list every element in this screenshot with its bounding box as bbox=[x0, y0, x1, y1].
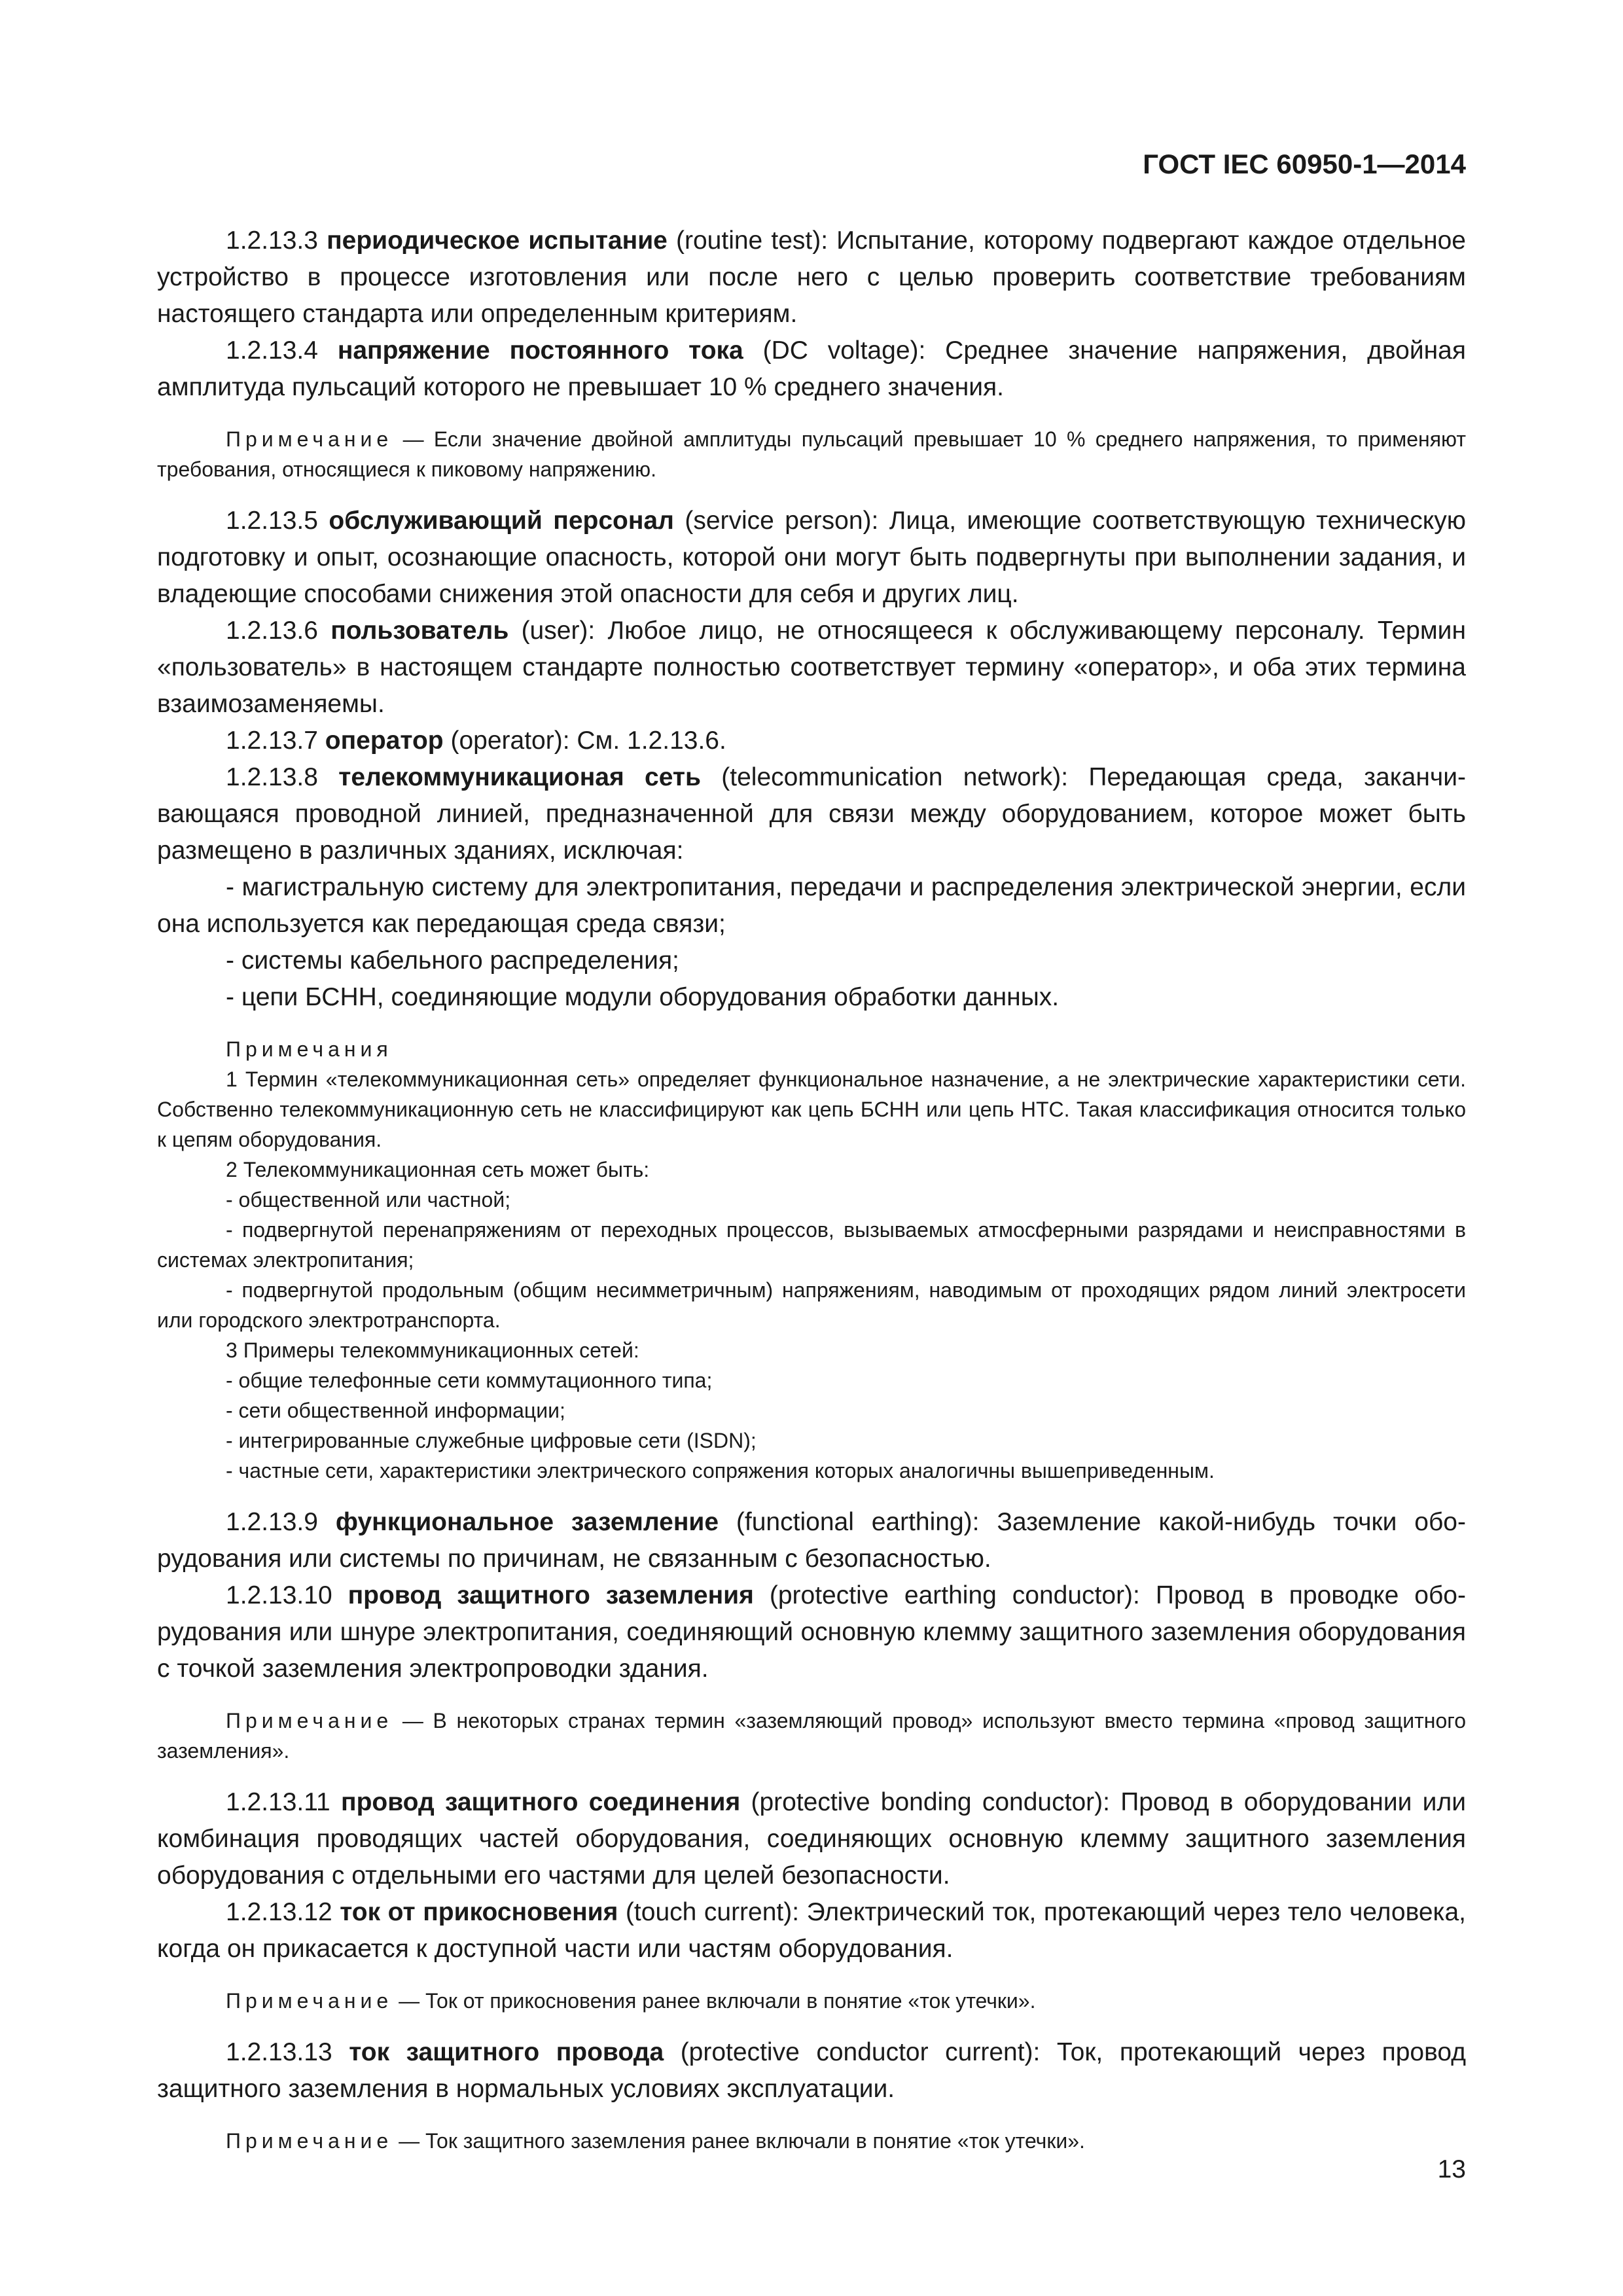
term: телекоммуникационая сеть bbox=[338, 763, 701, 791]
note-text: — Ток защитного заземления ранее включали в понятие «ток утечки». bbox=[393, 2129, 1085, 2153]
document-header: ГОСТ IEC 60950-1—2014 bbox=[1143, 149, 1466, 179]
note-item: 2 Телекоммуникационная сеть может быть: bbox=[226, 1158, 650, 1181]
clause-1-2-13-12 bbox=[157, 1894, 1466, 1967]
clause-number: 1.2.13.6 bbox=[226, 617, 331, 645]
clause-1-2-13-4 bbox=[157, 332, 1466, 406]
clause-number: 1.2.13.3 bbox=[226, 226, 327, 255]
notes-block bbox=[157, 1034, 1466, 1486]
clause-1-2-13-5 bbox=[157, 503, 1466, 613]
note-label: Примечание bbox=[226, 1709, 393, 1732]
definition: (service person): Лица, имеющие соответствующую техническую подготовку и опыт, осознающие опасность, которой они могут быть подвергнуты при выполнении задания, и владеющие способами снижения этой опасности для себя и других лиц. bbox=[157, 507, 1466, 608]
note-subitem: - сети общественной информации; bbox=[226, 1399, 565, 1422]
list-item: - системы кабельного распределения; bbox=[226, 946, 679, 975]
term: пользователь bbox=[330, 617, 509, 645]
definition: (protective bonding conductor): Провод в оборудовании или комбинация проводящих частей оборудования, соединяющих основную клемму защитного заземления оборудования с отдельными его частями для целей безопасности. bbox=[157, 1788, 1466, 1890]
note-text: — В некоторых странах термин «заземляющий провод» используют вместо термина «провод защитного заземления». bbox=[157, 1709, 1466, 1763]
clause-number: 1.2.13.12 bbox=[226, 1898, 340, 1926]
term: ток от прикосновения bbox=[340, 1898, 618, 1926]
term: обслуживающий персонал bbox=[329, 507, 674, 535]
clause-number: 1.2.13.4 bbox=[226, 336, 338, 365]
note-subitem: - подвергнутой продольным (общим несимметричным) напряжениям, наводимым от проходящих рядом линий электросети или городского электротранспорта. bbox=[157, 1278, 1466, 1332]
note bbox=[157, 424, 1466, 484]
definition: (protective conductor current): Ток, протекающий через провод защитного заземления в нормальных условиях эксплуатации. bbox=[157, 2038, 1466, 2103]
definition: (user): Любое лицо, не относящееся к обслуживающему персоналу. Термин «пользователь» в настоящем стандарте полностью соответствует термину «оператор», и оба этих термина взаимозаменяемы. bbox=[157, 617, 1466, 718]
clause-1-2-13-6 bbox=[157, 613, 1466, 723]
list-item: - магистральную систему для электропитания, передачи и распределения электрической энергии, если она используется как передающая среда связи; bbox=[157, 873, 1466, 938]
note bbox=[157, 1706, 1466, 1766]
page-number: 13 bbox=[1437, 2155, 1466, 2183]
term: оператор bbox=[325, 726, 444, 755]
clause-1-2-13-10 bbox=[157, 1577, 1466, 1687]
term: ток защитного провода bbox=[349, 2038, 664, 2066]
note-subitem: - подвергнутой перенапряжениям от переходных процессов, вызываемых атмосферными разрядами и неисправностями в системах электропитания; bbox=[157, 1218, 1466, 1272]
notes-label bbox=[157, 1034, 1466, 1064]
note-subitem: - частные сети, характеристики электрического сопряжения которых аналогичны вышеприведенным. bbox=[226, 1459, 1215, 1482]
note-subitem: - общественной или частной; bbox=[226, 1188, 511, 1211]
note-label: Примечания bbox=[226, 1037, 393, 1061]
clause-number: 1.2.13.9 bbox=[226, 1508, 336, 1536]
clause-1-2-13-11 bbox=[157, 1784, 1466, 1894]
note-label: Примечание bbox=[226, 2129, 393, 2153]
clause-1-2-13-13 bbox=[157, 2034, 1466, 2108]
clause-1-2-13-3 bbox=[157, 223, 1466, 332]
clause-number: 1.2.13.7 bbox=[226, 726, 325, 755]
clause-number: 1.2.13.8 bbox=[226, 763, 339, 791]
list-item: - цепи БСНН, соединяющие модули оборудования обработки данных. bbox=[226, 983, 1060, 1011]
definition: (DC voltage): Среднее значение напряжения, двойная амплитуда пульсаций которого не превышает 10 % среднего значения. bbox=[157, 336, 1466, 401]
definition: (operator): См. 1.2.13.6. bbox=[443, 726, 726, 755]
clause-number: 1.2.13.10 bbox=[226, 1581, 348, 1609]
note-label: Примечание bbox=[226, 1989, 393, 2013]
document-body bbox=[157, 223, 1466, 2156]
definition: (telecommunication network): Передающая среда, заканчивающаяся проводной линией, предназначенной для связи между оборудованием, которое может быть размещено в различных зданиях, исключая: bbox=[157, 763, 1466, 865]
term: функциональное заземление bbox=[335, 1508, 719, 1536]
clause-1-2-13-8 bbox=[157, 759, 1466, 869]
term: провод защитного соединения bbox=[341, 1788, 741, 1816]
definition: (protective earthing conductor): Провод в проводке оборудования или шнуре электропитания, соединяющий основную клемму защитного заземления оборудования с точкой заземления электропроводки здания. bbox=[157, 1581, 1466, 1683]
clause-number: 1.2.13.5 bbox=[226, 507, 329, 535]
definition: (routine test): Испытание, которому подвергают каждое отдельное устройство в процессе изготовления или после него с целью проверить соответствие требованиям настоящего стандарта или определенным критериям. bbox=[157, 226, 1466, 328]
term: напряжение постоянного тока bbox=[337, 336, 743, 365]
note-subitem: - общие телефонные сети коммутационного типа; bbox=[226, 1369, 713, 1392]
note bbox=[157, 1986, 1466, 2016]
note bbox=[157, 2126, 1466, 2156]
note-item: 3 Примеры телекоммуникационных сетей: bbox=[226, 1338, 639, 1362]
term: провод защитного заземления bbox=[348, 1581, 754, 1609]
note-text: — Ток от прикосновения ранее включали в понятие «ток утечки». bbox=[393, 1989, 1036, 2013]
clause-number: 1.2.13.13 bbox=[226, 2038, 349, 2066]
definition: (touch current): Электрический ток, протекающий через тело человека, когда он прикасается к доступной части или частям оборудования. bbox=[157, 1898, 1466, 1963]
note-label: Примечание bbox=[226, 427, 393, 451]
clause-number: 1.2.13.11 bbox=[226, 1788, 342, 1816]
clause-1-2-13-7 bbox=[157, 723, 1466, 759]
definition: (functional earthing): Заземление какой-нибудь точки оборудования или системы по причинам, не связанным с безопасностью. bbox=[157, 1508, 1467, 1573]
note-text: — Если значение двойной амплитуды пульсаций превышает 10 % среднего напряжения, то применяют требования, относящиеся к пиковому напряжению. bbox=[157, 427, 1466, 481]
term: периодическое испытание bbox=[327, 226, 668, 255]
note-subitem: - интегрированные служебные цифровые сети (ISDN); bbox=[226, 1429, 757, 1452]
note-item: 1 Термин «телекоммуникационная сеть» определяет функциональное назначение, а не электрические характеристики сети. Собственно телекоммуникационную сеть не классифицируют как цепь БСНН или цепь НТС. Такая классификация относится только к цепям оборудования. bbox=[157, 1067, 1466, 1151]
clause-1-2-13-9 bbox=[157, 1504, 1466, 1577]
